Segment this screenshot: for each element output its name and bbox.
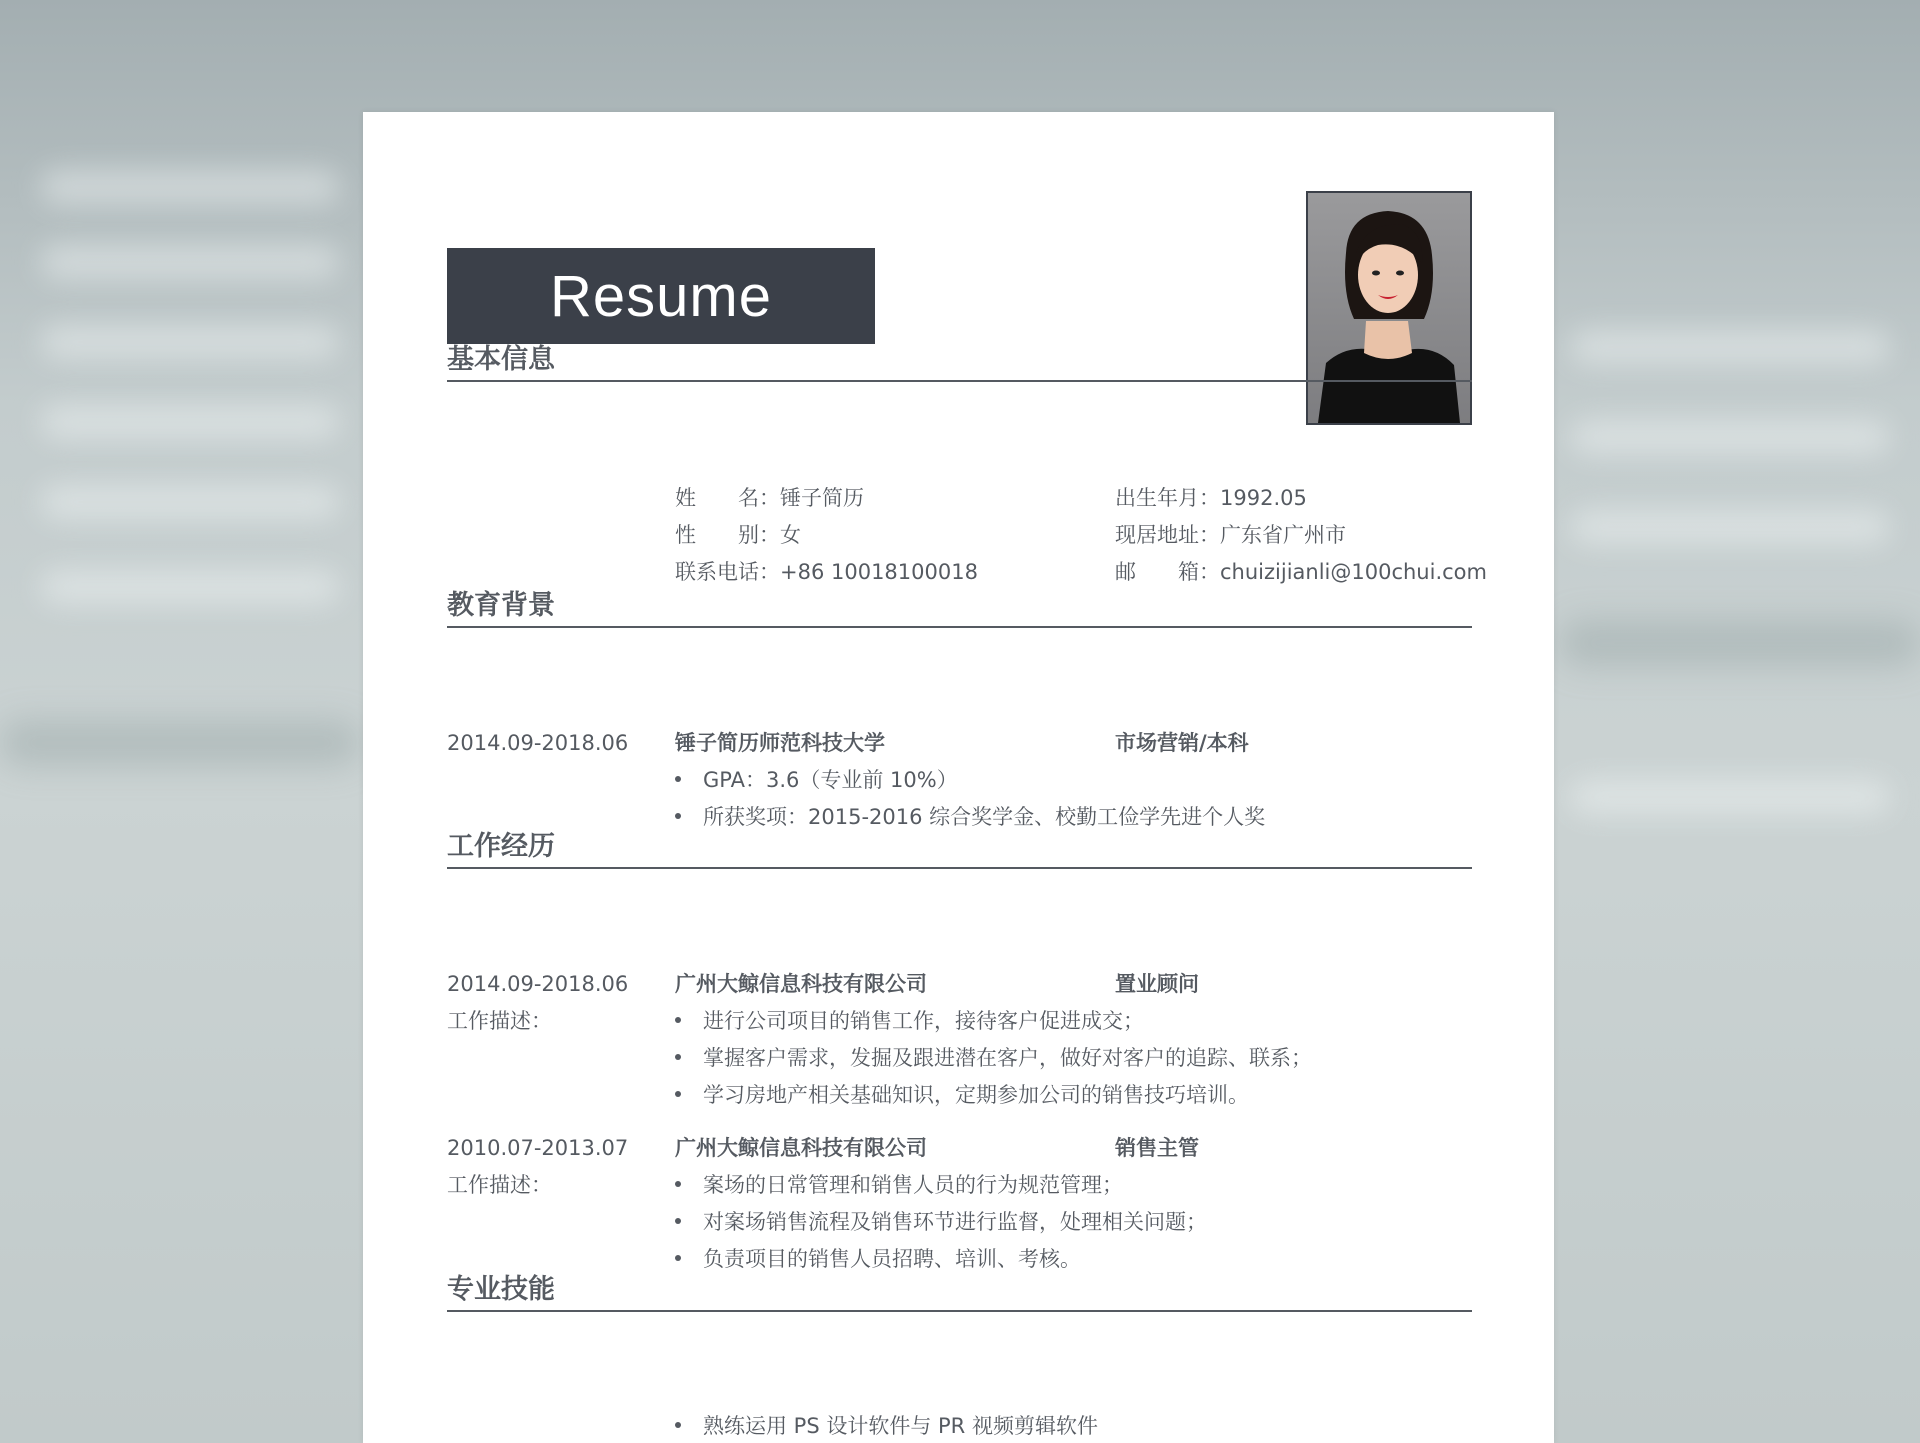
info-label: 邮 箱： [1115, 560, 1220, 584]
section-title: 教育背景 [447, 590, 555, 621]
info-label: 性 别： [675, 523, 780, 547]
bullet-icon [675, 1218, 681, 1224]
job-desc-label: 工作描述： [447, 1009, 552, 1033]
info-label: 出生年月： [1115, 486, 1220, 510]
bullet-icon [675, 1422, 681, 1428]
job-desc-label: 工作描述： [447, 1173, 552, 1197]
bullet-icon [675, 1255, 681, 1261]
job-period: 2014.09-2018.06 [447, 972, 629, 996]
section-title: 专业技能 [447, 1274, 555, 1305]
info-name [675, 484, 864, 512]
info-birth [1115, 484, 1307, 512]
info-value: 广东省广州市 [1220, 523, 1346, 547]
list-item: GPA：3.6（专业前 10%） [675, 766, 958, 794]
info-label: 姓 名： [675, 486, 780, 510]
list-item: 掌握客户需求，发掘及跟进潜在客户，做好对客户的追踪、联系； [675, 1044, 1312, 1072]
education-school: 锤子简历师范科技大学 [675, 731, 885, 755]
job-role: 销售主管 [1115, 1136, 1199, 1160]
list-item: 所获奖项：2015-2016 综合奖学金、校勤工俭学先进个人奖 [675, 803, 1265, 831]
list-item: 负责项目的销售人员招聘、培训、考核。 [675, 1245, 1081, 1273]
section-skills [447, 1270, 1472, 1312]
info-phone [675, 558, 978, 586]
bullet-icon [675, 1091, 681, 1097]
job-role: 置业顾问 [1115, 972, 1199, 996]
info-email [1115, 558, 1487, 586]
section-title: 工作经历 [447, 831, 555, 862]
info-value: chuizijianli@100chui.com [1220, 560, 1487, 584]
section-basic-info [447, 340, 1472, 382]
list-item: 进行公司项目的销售工作，接待客户促进成交； [675, 1007, 1144, 1035]
list-item: 熟练运用 PS 设计软件与 PR 视频剪辑软件 [675, 1412, 1098, 1440]
info-label: 现居地址： [1115, 523, 1220, 547]
info-value: +86 10018100018 [780, 560, 978, 584]
job-period: 2010.07-2013.07 [447, 1136, 629, 1160]
job-company: 广州大鲸信息科技有限公司 [675, 1136, 927, 1160]
profile-photo [1306, 191, 1472, 425]
info-value: 女 [780, 523, 801, 547]
job-company: 广州大鲸信息科技有限公司 [675, 972, 927, 996]
bullet-icon [675, 1181, 681, 1187]
bullet-icon [675, 1017, 681, 1023]
info-value: 1992.05 [1220, 486, 1307, 510]
resume-title-banner: Resume [447, 248, 875, 344]
bullet-icon [675, 813, 681, 819]
portrait-illustration [1308, 193, 1470, 423]
resume-page [363, 112, 1554, 1443]
list-item: 对案场销售流程及销售环节进行监督，处理相关问题； [675, 1208, 1207, 1236]
list-item: 学习房地产相关基础知识，定期参加公司的销售技巧培训。 [675, 1081, 1249, 1109]
info-gender [675, 521, 801, 549]
education-period: 2014.09-2018.06 [447, 731, 629, 755]
info-label: 联系电话： [675, 560, 780, 584]
education-major: 市场营销/本科 [1115, 731, 1249, 755]
info-address [1115, 521, 1346, 549]
bullet-icon [675, 776, 681, 782]
section-title: 基本信息 [447, 344, 555, 375]
bullet-icon [675, 1054, 681, 1060]
info-value: 锤子简历 [780, 486, 864, 510]
section-work [447, 827, 1472, 869]
list-item: 案场的日常管理和销售人员的行为规范管理； [675, 1171, 1123, 1199]
section-education [447, 586, 1472, 628]
